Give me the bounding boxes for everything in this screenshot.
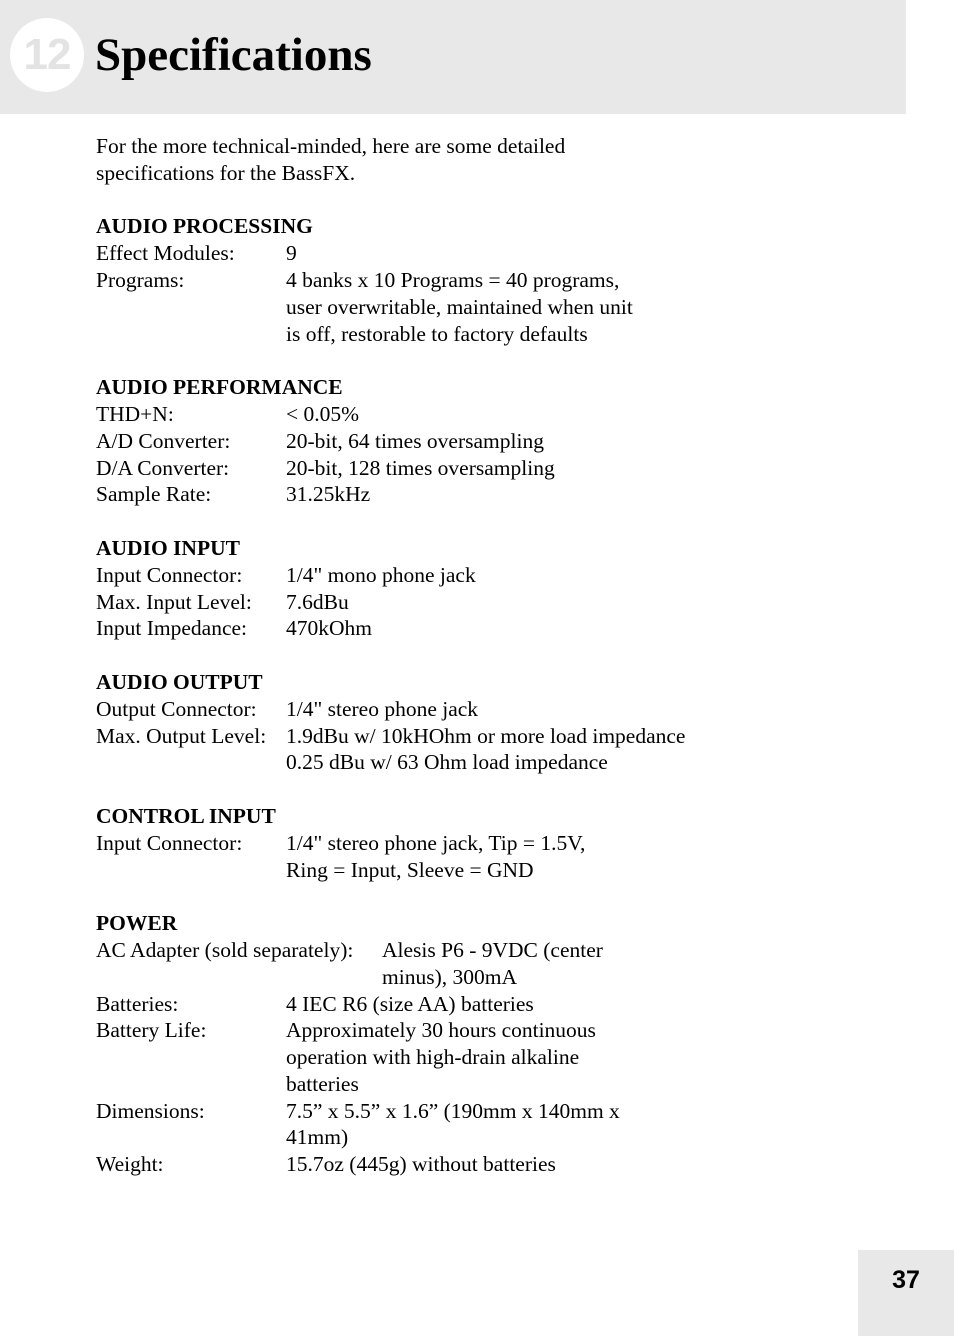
spec-label: Effect Modules: (96, 241, 235, 266)
spec-row (96, 240, 796, 267)
spec-row (96, 562, 796, 589)
spec-label: Output Connector: (96, 696, 257, 721)
intro-line: specifications for the BassFX. (96, 160, 356, 185)
spec-value-line: 9 (286, 241, 297, 266)
spec-value (286, 562, 476, 589)
spec-row (96, 937, 796, 991)
spec-label: D/A Converter: (96, 455, 230, 480)
spec-row (96, 428, 796, 455)
section-heading: AUDIO PERFORMANCE (96, 375, 343, 400)
spec-row (96, 401, 796, 428)
specifications-content (96, 133, 796, 1205)
spec-value-line: 15.7oz (445g) without batteries (286, 1152, 556, 1177)
spec-value (286, 991, 534, 1018)
spec-label: Max. Output Level: (96, 723, 267, 748)
spec-value-line: 1.9dBu w/ 10kHOhm or more load impedance (286, 723, 686, 748)
spec-row (96, 1098, 796, 1152)
spec-label: Input Connector: (96, 562, 243, 587)
spec-value-line: Approximately 30 hours continuous (286, 1018, 596, 1043)
spec-value-line: Alesis P6 - 9VDC (center (382, 937, 603, 962)
spec-row (96, 991, 796, 1018)
spec-label: Weight: (96, 1152, 164, 1177)
spec-value-line: 1/4" mono phone jack (286, 562, 476, 587)
spec-value-line: 1/4" stereo phone jack (286, 696, 479, 721)
section-heading: AUDIO OUTPUT (96, 669, 263, 694)
spec-label: AC Adapter (sold separately): (96, 937, 354, 962)
spec-value-line: 4 banks x 10 Programs = 40 programs, (286, 267, 620, 292)
spec-row (96, 1017, 796, 1097)
spec-value-line: 41mm) (286, 1125, 349, 1150)
spec-label: Batteries: (96, 991, 179, 1016)
spec-value (286, 267, 633, 347)
spec-row (96, 589, 796, 616)
spec-value-line: 470kOhm (286, 616, 372, 641)
section-heading: CONTROL INPUT (96, 803, 276, 828)
spec-value-line: 7.5” x 5.5” x 1.6” (190mm x 140mm x (286, 1098, 620, 1123)
spec-value-line: 4 IEC R6 (size AA) batteries (286, 991, 534, 1016)
spec-row (96, 1151, 796, 1178)
spec-section (96, 669, 796, 776)
spec-value-line: 0.25 dBu w/ 63 Ohm load impedance (286, 750, 608, 775)
page-number-tab (858, 1250, 954, 1336)
spec-label: THD+N: (96, 401, 174, 426)
spec-value-line: operation with high-drain alkaline (286, 1045, 580, 1070)
chapter-number: 12 (23, 30, 71, 79)
spec-value (286, 428, 544, 455)
spec-value (382, 937, 603, 991)
spec-value (286, 696, 478, 723)
spec-value-line: 31.25kHz (286, 482, 371, 507)
spec-value (286, 1098, 620, 1152)
spec-value (286, 401, 359, 428)
page-title: Specifications (95, 29, 372, 81)
spec-value (286, 830, 585, 884)
spec-value (286, 481, 370, 508)
spec-value (286, 1151, 556, 1178)
spec-value (286, 455, 555, 482)
spec-value-line: 1/4" stereo phone jack, Tip = 1.5V, (286, 830, 586, 855)
spec-sections (96, 213, 796, 1178)
spec-label: A/D Converter: (96, 428, 231, 453)
section-heading: AUDIO INPUT (96, 535, 240, 560)
page-number: 37 (892, 1266, 920, 1294)
spec-value-line: is off, restorable to factory defaults (286, 321, 588, 346)
spec-section (96, 213, 796, 347)
chapter-number-badge (10, 18, 84, 92)
spec-value (286, 240, 297, 267)
spec-section (96, 535, 796, 642)
spec-section (96, 910, 796, 1178)
spec-value-line: user overwritable, maintained when unit (286, 294, 633, 319)
spec-value (286, 589, 349, 616)
spec-label: Input Impedance: (96, 616, 248, 641)
spec-row (96, 455, 796, 482)
spec-value-line: 7.6dBu (286, 589, 349, 614)
chapter-header (0, 0, 906, 114)
spec-value-line: batteries (286, 1071, 359, 1096)
intro-line: For the more technical-minded, here are some detailed (96, 134, 566, 158)
spec-row (96, 267, 796, 347)
spec-value-line: 20-bit, 64 times oversampling (286, 428, 544, 453)
spec-row (96, 723, 796, 777)
spec-value (286, 615, 372, 642)
spec-section (96, 374, 796, 508)
spec-label: Battery Life: (96, 1018, 207, 1043)
spec-label: Sample Rate: (96, 482, 212, 507)
spec-value (286, 723, 685, 777)
spec-value-line: Ring = Input, Sleeve = GND (286, 857, 534, 882)
spec-value (286, 1017, 596, 1097)
spec-value-line: 20-bit, 128 times oversampling (286, 455, 555, 480)
spec-row (96, 481, 796, 508)
spec-row (96, 696, 796, 723)
spec-label: Dimensions: (96, 1098, 205, 1123)
spec-label: Programs: (96, 267, 185, 292)
spec-value-line: minus), 300mA (382, 964, 517, 989)
spec-row (96, 615, 796, 642)
spec-label: Max. Input Level: (96, 589, 252, 614)
spec-value-line: < 0.05% (286, 401, 360, 426)
spec-row (96, 830, 796, 884)
spec-section (96, 803, 796, 883)
section-heading: POWER (96, 911, 178, 936)
intro-paragraph (96, 133, 616, 187)
spec-label: Input Connector: (96, 830, 243, 855)
section-heading: AUDIO PROCESSING (96, 214, 313, 239)
